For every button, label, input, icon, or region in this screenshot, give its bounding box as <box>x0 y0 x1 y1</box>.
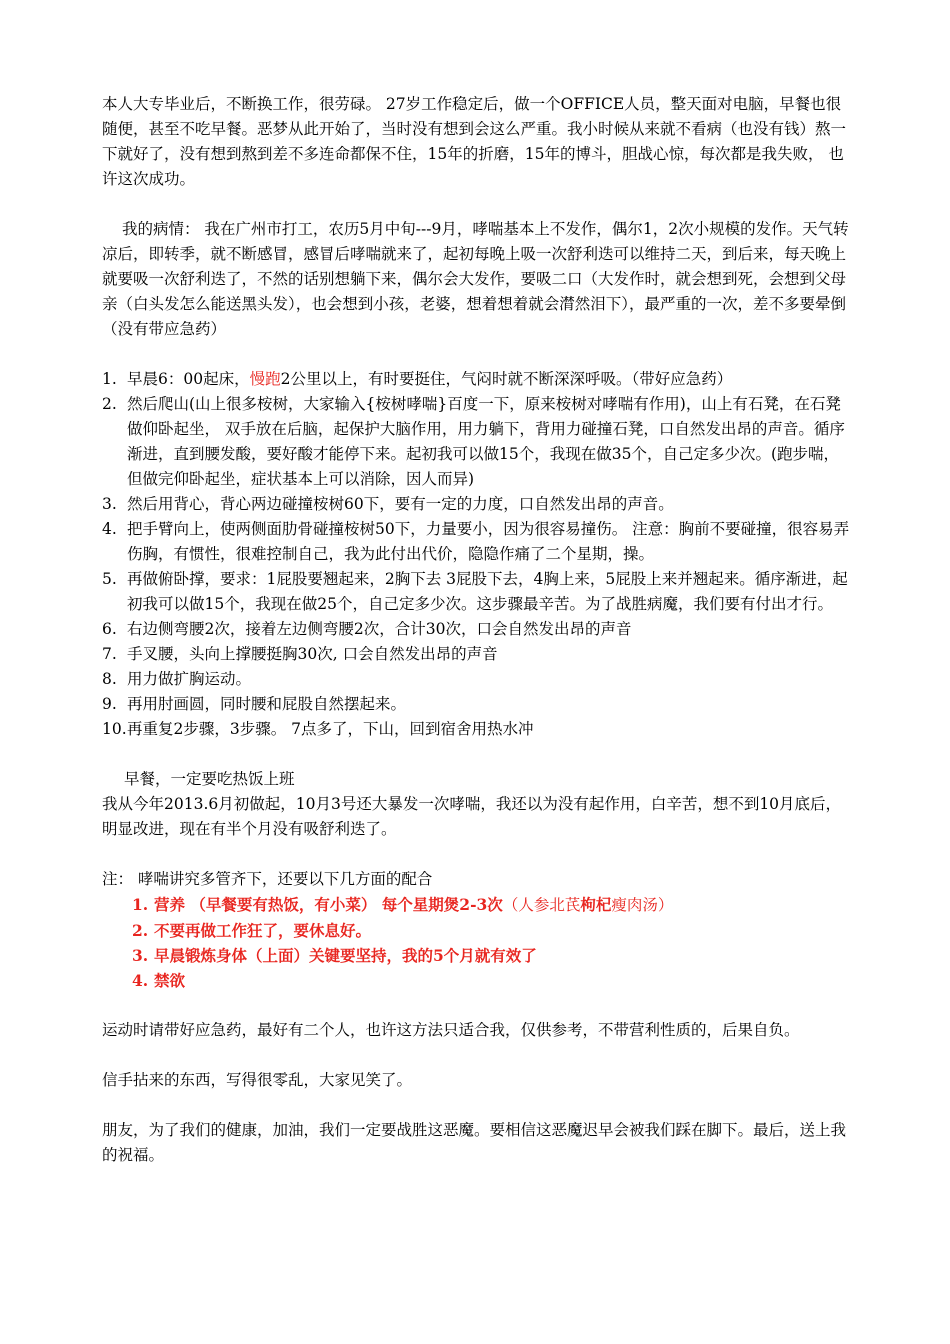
list-item: 8. 用力做扩胸运动。 <box>102 670 252 688</box>
list-item: 6. 右边侧弯腰2次，接着左边侧弯腰2次，合计30次，口会自然发出昂的声音 <box>102 620 632 638</box>
list-item: 4. 把手臂向上，使两侧面肋骨碰撞桉树50下，力量要小，因为很容易撞伤。 注意：胸前不要碰撞，很容易弄伤胸，有惯性，很难控制自己，我为此付出代价，隐隐作痛了二个星期，操。 <box>102 520 850 563</box>
list-item: 4. 禁欲 <box>132 971 186 990</box>
disclaimer-paragraph: 运动时请带好应急药，最好有二个人，也许这方法只适合我，仅供参考，不带营利性质的，后果自负。 <box>102 1021 800 1039</box>
document-page <box>102 92 850 1193</box>
casual-remark: 信手拈来的东西，写得很零乱，大家见笑了。 <box>102 1071 413 1089</box>
list-item: 7. 手叉腰，头向上撑腰挺胸30次, 口会自然发出昂的声音 <box>102 645 498 663</box>
list-item: 2. 不要再做工作狂了，要休息好。 <box>132 921 372 940</box>
list-item: 9. 再用肘画圆，同时腰和屁股自然摆起来。 <box>102 695 407 713</box>
list-item: 3. 早晨锻炼身体（上面）关键要坚持，我的5个月就有效了 <box>132 946 537 965</box>
notes-list <box>102 892 850 993</box>
list-item: 5. 再做俯卧撑，要求：1屁股要翘起来，2胸下去 3屁股下去，4胸上来，5屁股上来并翘起来。循序渐进，起初我可以做15个，我现在做25个，自己定多少次。这步骤最辛苦。为了战胜病魔，我们要有付出才行。 <box>102 570 848 613</box>
exercise-steps-list <box>102 367 850 742</box>
closing-paragraph: 朋友，为了我们的健康，加油，我们一定要战胜这恶魔。要相信这恶魔迟早会被我们踩在脚下。最后，送上我的祝福。 <box>102 1121 847 1164</box>
list-item: 2. 然后爬山(山上很多桉树，大家输入{桉树哮喘}百度一下，原来桉树对哮喘有作用)，山上有石凳，在石凳做仰卧起坐， 双手放在后脑，起保护大脑作用，用力躺下，背用力碰撞石凳，口自然发出昂的声音。循序渐进，直到腰发酸，要好酸才能停下来。起初我可以做15个，我现在做35个，自己定多少次。(跑步喘，但做完仰卧起坐，症状基本上可以消除，因人而异) <box>102 395 845 488</box>
breakfast-line: 早餐，一定要吃热饭上班 <box>124 770 295 788</box>
intro-paragraph: 本人大专毕业后，不断换工作，很劳碌。 27岁工作稳定后，做一个OFFICE人员，整天面对电脑，早餐也很随便，甚至不吃早餐。恶梦从此开始了，当时没有想到会这么严重。我小时候从来就不看病（也没有钱）熬一下就好了，没有想到熬到差不多连命都保不住，15年的折磨，15年的博斗，胆战心惊，每次都是我失败， 也许这次成功。 <box>102 95 847 188</box>
list-item: 10. 再重复2步骤，3步骤。 7点多了，下山，回到宿舍用热水冲 <box>102 720 534 738</box>
highlight-text: 慢跑 <box>249 370 281 388</box>
list-item: 3. 然后用背心，背心两边碰撞桉树60下，要有一定的力度，口自然发出昂的声音。 <box>102 495 674 513</box>
condition-paragraph: 我的病情： 我在广州市打工，农历5月中旬---9月，哮喘基本上不发作，偶尔1，2次小规模的发作。天气转凉后，即转季，就不断感冒，感冒后哮喘就来了，起初每晚上吸一次舒利迭可以维持二天，到后来，每天晚上就要吸一次舒利迭了，不然的话别想躺下来，偶尔会大发作，要吸二口（大发作时，就会想到死，会想到父母亲（白头发怎么能送黑头发），也会想到小孩，老婆，想着想着就会潸然泪下），最严重的一次，差不多要晕倒（没有带应急药） <box>102 220 849 338</box>
list-item: 1. 营养 （早餐要有热饭，有小菜） 每个星期煲2-3次（人参北芪枸杞瘦肉汤） <box>132 895 674 914</box>
progress-paragraph: 我从今年2013.6月初做起，10月3号还大暴发一次哮喘，我还以为没有起作用，白辛苦，想不到10月底后，明显改进，现在有半个月没有吸舒利迭了。 <box>102 795 842 838</box>
note-title: 注： 哮喘讲究多管齐下，还要以下几方面的配合 <box>102 870 433 888</box>
list-item: 1. 早晨6：00起床，慢跑2公里以上，有时要挺住，气闷时就不断深深呼吸。（带好应急药） <box>102 370 733 388</box>
